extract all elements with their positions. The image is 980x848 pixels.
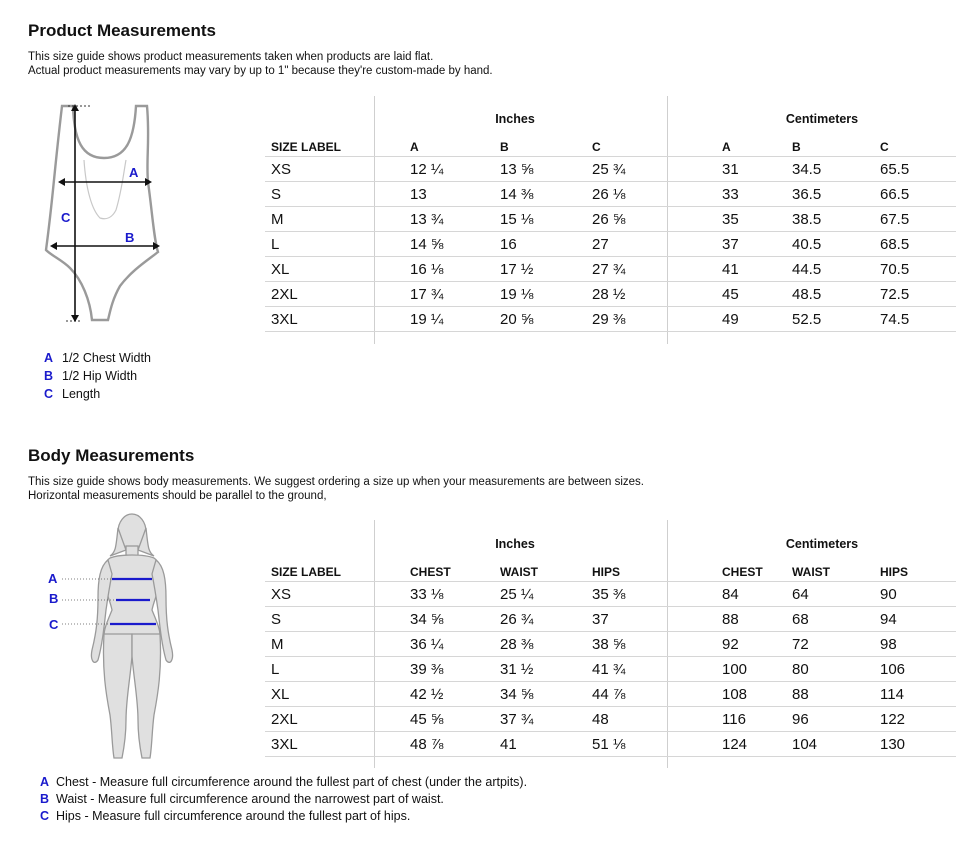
table-cell: 26 ⅝	[592, 207, 702, 232]
table-cell: 34 ⅝	[410, 607, 500, 632]
product-size-table	[265, 134, 956, 332]
table-cell: 36 ¼	[410, 632, 500, 657]
table-cell: 45	[702, 282, 792, 307]
header-inches-waist: WAIST	[500, 559, 592, 582]
body-table-body	[265, 582, 956, 757]
size-label-cell: S	[265, 607, 410, 632]
header-cm-c: C	[880, 134, 956, 157]
table-row	[265, 282, 956, 307]
table-cell: 12 ¼	[410, 157, 500, 182]
table-cell: 13 ¾	[410, 207, 500, 232]
table-cell: 37	[592, 607, 702, 632]
table-cell: 104	[792, 732, 880, 757]
table-row	[265, 257, 956, 282]
table-cell: 37 ¾	[500, 707, 592, 732]
product-section-title: Product Measurements	[28, 21, 216, 40]
table-cell: 94	[880, 607, 956, 632]
legend-item-a: A 1/2 Chest Width	[44, 351, 151, 365]
size-label-cell: XS	[265, 157, 410, 182]
table-row	[265, 607, 956, 632]
table-cell: 80	[792, 657, 880, 682]
table-cell: 100	[702, 657, 792, 682]
table-row	[265, 182, 956, 207]
table-cell: 96	[792, 707, 880, 732]
table-cell: 31 ½	[500, 657, 592, 682]
body-legend-item-a: A Chest - Measure full circumference around the fullest part of chest (under the artpits).	[40, 775, 528, 789]
body-inches-group-header: Inches	[495, 537, 535, 551]
table-row	[265, 682, 956, 707]
table-cell: 17 ¾	[410, 282, 500, 307]
body-description-line-2: Horizontal measurements should be parallel to the ground,	[28, 490, 327, 502]
table-cell: 14 ⅜	[500, 182, 592, 207]
table-row	[265, 207, 956, 232]
legend-item-b: B 1/2 Hip Width	[44, 369, 138, 383]
table-cell: 49	[702, 307, 792, 332]
table-cell: 13	[410, 182, 500, 207]
table-cell: 28 ⅜	[500, 632, 592, 657]
product-description	[28, 50, 493, 78]
table-cell: 88	[702, 607, 792, 632]
table-cell: 31	[702, 157, 792, 182]
table-row	[265, 307, 956, 332]
body-figure-diagram	[40, 510, 190, 770]
table-cell: 92	[702, 632, 792, 657]
body-table-header-row	[265, 559, 956, 582]
size-label-cell: 3XL	[265, 732, 410, 757]
body-label-b: B	[49, 591, 59, 606]
header-cm-waist: WAIST	[792, 559, 880, 582]
table-cell: 27	[592, 232, 702, 257]
body-description	[28, 475, 644, 503]
table-cell: 98	[880, 632, 956, 657]
header-size-label: SIZE LABEL	[265, 134, 410, 157]
body-label-a: A	[48, 571, 58, 586]
product-description-line-2: Actual product measurements may vary by up to 1" because they're custom-made by hand.	[28, 65, 493, 77]
header-inches-hips: HIPS	[592, 559, 702, 582]
diagram-label-a: A	[129, 165, 139, 180]
table-cell: 13 ⅝	[500, 157, 592, 182]
table-cell: 28 ½	[592, 282, 702, 307]
table-cell: 70.5	[880, 257, 956, 282]
header-inches-a: A	[410, 134, 500, 157]
table-row	[265, 582, 956, 607]
table-cell: 41	[702, 257, 792, 282]
size-label-cell: L	[265, 657, 410, 682]
table-cell: 65.5	[880, 157, 956, 182]
table-cell: 42 ½	[410, 682, 500, 707]
table-cell: 41 ¾	[592, 657, 702, 682]
table-cell: 25 ¾	[592, 157, 702, 182]
table-row	[265, 632, 956, 657]
table-cell: 20 ⅝	[500, 307, 592, 332]
table-cell: 36.5	[792, 182, 880, 207]
table-cell: 35	[702, 207, 792, 232]
header-inches-c: C	[592, 134, 702, 157]
table-cell: 14 ⅝	[410, 232, 500, 257]
table-cell: 48.5	[792, 282, 880, 307]
swimsuit-diagram	[40, 100, 170, 330]
product-legend	[44, 349, 151, 403]
table-cell: 72	[792, 632, 880, 657]
table-cell: 16 ⅛	[410, 257, 500, 282]
table-cell: 45 ⅝	[410, 707, 500, 732]
table-cell: 72.5	[880, 282, 956, 307]
table-cell: 48 ⅞	[410, 732, 500, 757]
diagram-label-b: B	[125, 230, 135, 245]
table-cell: 27 ¾	[592, 257, 702, 282]
header-size-label: SIZE LABEL	[265, 559, 410, 582]
product-cm-group-header: Centimeters	[785, 112, 859, 126]
table-cell: 48	[592, 707, 702, 732]
table-cell: 37	[702, 232, 792, 257]
table-cell: 67.5	[880, 207, 956, 232]
size-label-cell: M	[265, 207, 410, 232]
table-cell: 66.5	[880, 182, 956, 207]
header-cm-chest: CHEST	[702, 559, 792, 582]
table-cell: 26 ⅛	[592, 182, 702, 207]
table-row	[265, 732, 956, 757]
product-description-line-1: This size guide shows product measurements taken when products are laid flat.	[28, 51, 434, 63]
header-cm-b: B	[792, 134, 880, 157]
table-cell: 84	[702, 582, 792, 607]
table-cell: 29 ⅜	[592, 307, 702, 332]
table-cell: 25 ¼	[500, 582, 592, 607]
legend-item-c: C Length	[44, 387, 101, 401]
table-row	[265, 657, 956, 682]
product-table-body	[265, 157, 956, 332]
table-cell: 39 ⅜	[410, 657, 500, 682]
table-cell: 68.5	[880, 232, 956, 257]
table-cell: 114	[880, 682, 956, 707]
table-cell: 44 ⅞	[592, 682, 702, 707]
table-cell: 16	[500, 232, 592, 257]
table-cell: 41	[500, 732, 592, 757]
size-label-cell: 2XL	[265, 282, 410, 307]
size-label-cell: 3XL	[265, 307, 410, 332]
body-legend-item-c: C Hips - Measure full circumference around the fullest part of hips.	[40, 809, 411, 823]
table-cell: 35 ⅜	[592, 582, 702, 607]
table-cell: 122	[880, 707, 956, 732]
size-label-cell: XL	[265, 257, 410, 282]
body-legend	[40, 774, 527, 825]
table-cell: 15 ⅛	[500, 207, 592, 232]
table-row	[265, 707, 956, 732]
body-legend-item-b: B Waist - Measure full circumference around the narrowest part of waist.	[40, 792, 444, 806]
size-label-cell: XS	[265, 582, 410, 607]
table-cell: 33 ⅛	[410, 582, 500, 607]
table-cell: 34 ⅝	[500, 682, 592, 707]
table-cell: 33	[702, 182, 792, 207]
table-cell: 19 ⅛	[500, 282, 592, 307]
table-row	[265, 157, 956, 182]
header-inches-chest: CHEST	[410, 559, 500, 582]
product-table-header-row	[265, 134, 956, 157]
size-label-cell: 2XL	[265, 707, 410, 732]
table-cell: 38.5	[792, 207, 880, 232]
table-cell: 17 ½	[500, 257, 592, 282]
size-label-cell: S	[265, 182, 410, 207]
table-cell: 40.5	[792, 232, 880, 257]
table-cell: 124	[702, 732, 792, 757]
size-label-cell: M	[265, 632, 410, 657]
table-cell: 108	[702, 682, 792, 707]
table-cell: 106	[880, 657, 956, 682]
table-cell: 34.5	[792, 157, 880, 182]
body-label-c: C	[49, 617, 59, 632]
table-cell: 130	[880, 732, 956, 757]
table-row	[265, 232, 956, 257]
table-cell: 26 ¾	[500, 607, 592, 632]
header-cm-a: A	[702, 134, 792, 157]
header-inches-b: B	[500, 134, 592, 157]
table-cell: 38 ⅝	[592, 632, 702, 657]
table-cell: 68	[792, 607, 880, 632]
table-cell: 116	[702, 707, 792, 732]
body-description-line-1: This size guide shows body measurements. We suggest ordering a size up when your measurements are between sizes.	[28, 476, 644, 488]
table-cell: 44.5	[792, 257, 880, 282]
table-cell: 90	[880, 582, 956, 607]
product-inches-group-header: Inches	[495, 112, 535, 126]
table-cell: 19 ¼	[410, 307, 500, 332]
body-size-table	[265, 559, 956, 757]
table-cell: 88	[792, 682, 880, 707]
size-label-cell: XL	[265, 682, 410, 707]
body-cm-group-header: Centimeters	[785, 537, 859, 551]
header-cm-hips: HIPS	[880, 559, 956, 582]
size-label-cell: L	[265, 232, 410, 257]
table-cell: 74.5	[880, 307, 956, 332]
table-cell: 52.5	[792, 307, 880, 332]
table-cell: 64	[792, 582, 880, 607]
body-section-title: Body Measurements	[28, 446, 195, 465]
table-cell: 51 ⅛	[592, 732, 702, 757]
diagram-label-c: C	[61, 210, 71, 225]
